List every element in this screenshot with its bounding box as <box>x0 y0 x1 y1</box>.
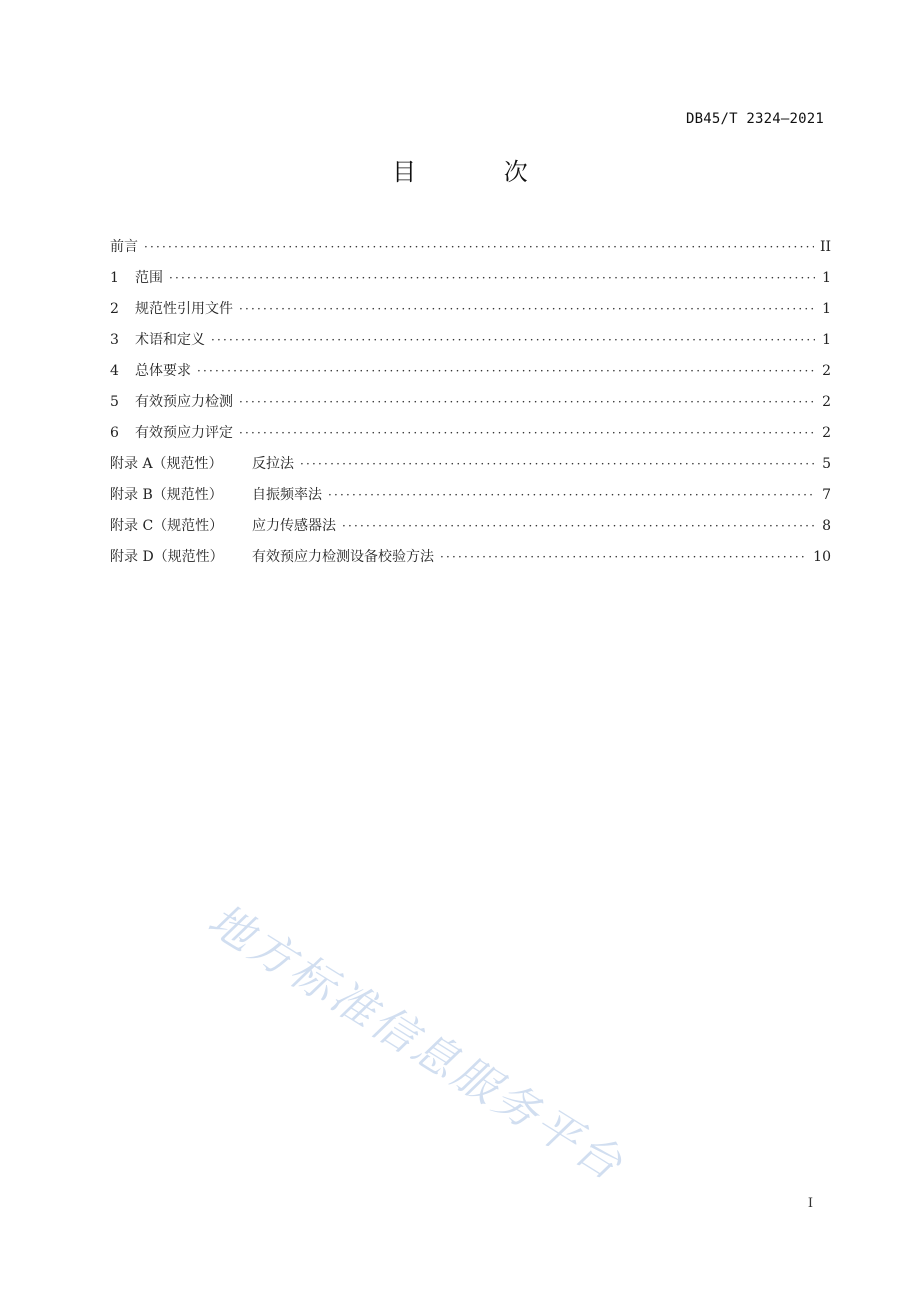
toc-entry-appendix-a[interactable] <box>110 449 831 480</box>
toc-entry-appendix-prefix: 附录 D（规范性） <box>110 549 224 565</box>
toc-entry-page: 8 <box>822 518 831 534</box>
toc-entry-prestress-evaluation[interactable] <box>110 418 831 449</box>
toc-leader-dots <box>440 542 807 573</box>
toc-entry-label: 范围 <box>135 270 163 286</box>
toc-leader-dots <box>328 480 815 511</box>
toc-entry-label: 术语和定义 <box>135 332 205 348</box>
toc-entry-preface[interactable] <box>110 232 831 263</box>
toc-entry-page: 2 <box>822 425 831 441</box>
toc-entry-page: 1 <box>822 301 831 317</box>
toc-entry-page: 5 <box>822 456 831 472</box>
toc-entry-number: 1 <box>110 270 119 286</box>
toc-entry-label: 应力传感器法 <box>252 518 336 534</box>
toc-entry-appendix-d[interactable] <box>110 542 831 573</box>
toc-entry-page: 2 <box>822 363 831 379</box>
toc-entry-appendix-prefix: 附录 A（规范性） <box>110 456 223 472</box>
toc-entry-page: II <box>819 239 831 255</box>
toc-leader-dots <box>197 356 815 387</box>
document-code: DB45/T 2324—2021 <box>685 111 824 127</box>
toc-entry-label: 前言 <box>110 239 138 255</box>
toc-leader-dots <box>300 449 815 480</box>
toc-entry-number: 6 <box>110 425 119 441</box>
toc-entry-label: 有效预应力检测设备校验方法 <box>252 549 434 565</box>
toc-entry-label: 总体要求 <box>135 363 191 379</box>
toc-entry-label: 有效预应力检测 <box>135 394 233 410</box>
toc-entry-page: 2 <box>822 394 831 410</box>
toc-entry-label: 有效预应力评定 <box>135 425 233 441</box>
toc-entry-general-requirements[interactable] <box>110 356 831 387</box>
watermark-text: 地方标准信息服务平台 <box>199 894 634 1192</box>
table-of-contents <box>110 232 831 573</box>
page-number: I <box>807 1196 813 1211</box>
toc-entry-label: 规范性引用文件 <box>135 301 233 317</box>
toc-entry-number: 2 <box>110 301 119 317</box>
toc-leader-dots <box>211 325 815 356</box>
toc-entry-number: 5 <box>110 394 119 410</box>
toc-entry-page: 1 <box>822 332 831 348</box>
toc-entry-normative-references[interactable] <box>110 294 831 325</box>
page-title: 目 次 <box>392 158 568 186</box>
toc-entry-number: 4 <box>110 363 119 379</box>
toc-entry-page: 7 <box>822 487 831 503</box>
toc-entry-appendix-c[interactable] <box>110 511 831 542</box>
toc-leader-dots <box>169 263 815 294</box>
toc-entry-page: 10 <box>813 549 831 565</box>
toc-leader-dots <box>239 387 815 418</box>
toc-leader-dots <box>239 418 815 449</box>
toc-leader-dots <box>239 294 815 325</box>
toc-entry-appendix-prefix: 附录 C（规范性） <box>110 518 224 534</box>
toc-leader-dots <box>144 232 814 263</box>
toc-entry-page: 1 <box>822 270 831 286</box>
toc-entry-scope[interactable] <box>110 263 831 294</box>
toc-entry-number: 3 <box>110 332 119 348</box>
toc-entry-appendix-prefix: 附录 B（规范性） <box>110 487 223 503</box>
toc-leader-dots <box>342 511 815 542</box>
toc-entry-label: 自振频率法 <box>252 487 322 503</box>
toc-entry-prestress-detection[interactable] <box>110 387 831 418</box>
toc-entry-label: 反拉法 <box>252 456 294 472</box>
toc-entry-appendix-b[interactable] <box>110 480 831 511</box>
toc-entry-terms-definitions[interactable] <box>110 325 831 356</box>
